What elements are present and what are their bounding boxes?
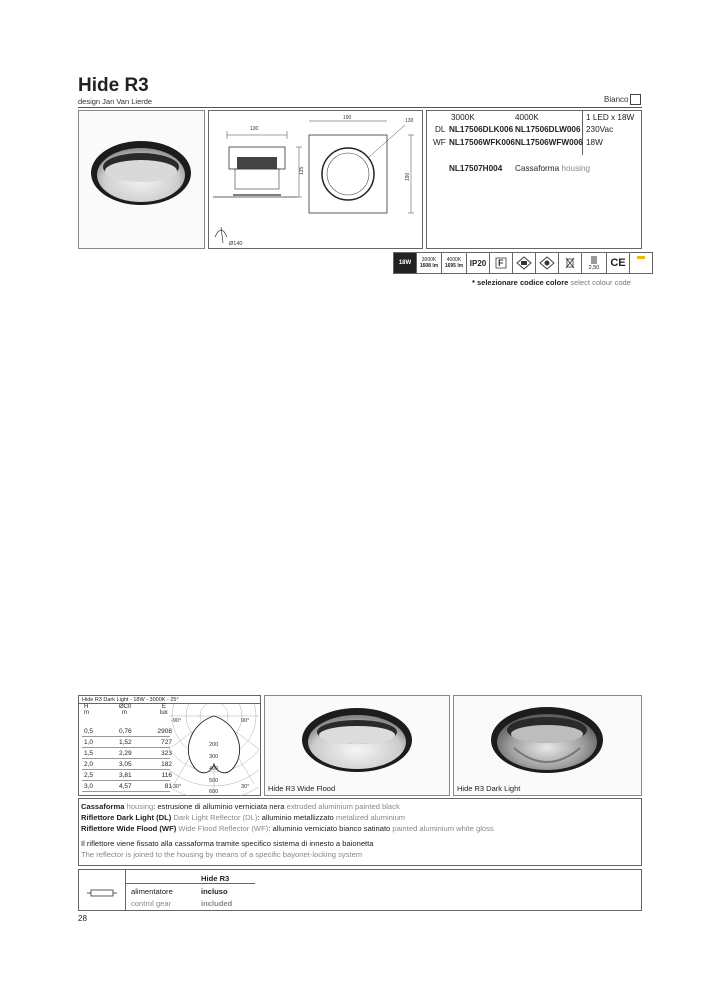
photometry-cell: 1,52 <box>119 739 132 746</box>
col-h: H <box>84 704 89 710</box>
desc-housing-text: : estrusione di alluminio verniciata nera <box>153 802 285 811</box>
lumen-3000-k: 3000K <box>421 257 437 263</box>
lumen-3000-v: 1608 lm <box>419 263 439 269</box>
power-badge: 18W <box>393 252 417 274</box>
ring-300: 300 <box>209 754 219 760</box>
desc-dl-title: Riflettore Dark Light (DL) <box>81 813 172 822</box>
weee-value-icon <box>581 252 607 274</box>
lumen-4000 <box>441 252 467 274</box>
f-mark-icon <box>489 252 513 274</box>
desc-wf-en: Wide Flood Reflector (WF) <box>178 824 269 833</box>
color-selector[interactable] <box>604 94 641 105</box>
gear-divider <box>125 870 126 910</box>
code-wf-4000: NL17506WFW006 <box>515 138 583 147</box>
photo-wide-flood <box>264 695 450 796</box>
desc-housing-text-en: extruded aluminium painted black <box>286 802 400 811</box>
spec-led: 1 LED x 18W <box>586 113 635 122</box>
photometry-row <box>82 749 170 759</box>
desc-dl-en: Dark Light Reflector (DL) <box>173 813 258 822</box>
photometry-cell: 0,5 <box>84 728 94 735</box>
desc-wf-text-en: painted aluminium white gloss <box>392 824 494 833</box>
dim-front-w: 190 <box>343 115 352 121</box>
gear-value-en: included <box>201 899 233 908</box>
code-dl-4000: NL17506DLW006 <box>515 125 581 134</box>
ring-600: 600 <box>209 789 219 795</box>
desc-housing-title: Cassaforma <box>81 802 125 811</box>
recessed-icon <box>512 252 536 274</box>
polar-diagram <box>169 704 259 796</box>
codes-divider <box>582 111 583 155</box>
photometry-cell: 3,05 <box>119 761 132 768</box>
photometry-panel <box>78 695 261 796</box>
product-title: Hide R3 <box>78 75 149 96</box>
photometry-cell: 2,5 <box>84 772 94 779</box>
code-dl-3000: NL17506DLK006 <box>449 125 514 134</box>
gear-label-it: alimentatore <box>131 887 173 896</box>
spec-voltage: 230Vac <box>586 125 614 134</box>
dim-front-h: 190 <box>405 172 411 181</box>
photometry-header: Hide R3 Dark Light - 18W - 3000K - 25° <box>82 697 179 703</box>
photometry-row <box>82 727 170 737</box>
desc-dl-text: : alluminio metallizzato <box>257 813 334 822</box>
photometry-cell: 2908 <box>157 728 172 735</box>
housing-code: NL17507H004 <box>449 164 503 173</box>
product-photo <box>78 110 205 249</box>
angle-r30: 30° <box>241 784 250 790</box>
ce-icon: CE <box>606 252 630 274</box>
photometry-row <box>82 771 170 781</box>
lumen-3000 <box>416 252 442 274</box>
row-wf-label: WF <box>433 138 446 147</box>
lumen-4000-v: 1695 lm <box>444 263 464 269</box>
caption-wide-flood: Hide R3 Wide Flood <box>268 784 336 793</box>
col-h-unit: m <box>84 710 89 716</box>
photometry-cell: 323 <box>161 750 172 757</box>
materials-description <box>78 798 642 866</box>
desc-line-wf <box>81 823 639 834</box>
photometry-cell: 4,57 <box>119 783 132 790</box>
photometry-cell: 182 <box>161 761 172 768</box>
col-e-unit: lux <box>160 710 168 716</box>
photometry-cell: 2,0 <box>84 761 94 768</box>
photometry-cell: 81 <box>164 783 172 790</box>
certification-icons <box>394 252 653 274</box>
col-d-unit: m <box>122 710 127 716</box>
photometry-cell: 2,29 <box>119 750 132 757</box>
photometry-cell: 727 <box>161 739 172 746</box>
technical-drawing <box>208 110 423 249</box>
gear-value-it: incluso <box>201 887 228 896</box>
cutout-dim: Ø140 <box>229 241 243 247</box>
desc-bayonet-it: Il riflettore viene fissato alla cassaforma tramite specifico sistema di innesto a baionetta <box>81 839 374 848</box>
gear-product: Hide R3 <box>201 874 230 883</box>
col-e: E <box>162 704 167 710</box>
color-label: Bianco <box>604 95 629 104</box>
desc-wf-title: Riflettore Wide Flood (WF) <box>81 824 177 833</box>
desc-dl-text-en: metalized aluminium <box>335 813 406 822</box>
photometry-row <box>82 738 170 748</box>
ring-200: 200 <box>209 742 219 748</box>
weee-value: 2,50 <box>588 264 600 271</box>
ring-500: 500 <box>209 778 219 784</box>
photo-dark-light <box>453 695 642 796</box>
select-colour-note <box>472 278 631 287</box>
photometry-cell: 116 <box>161 772 172 779</box>
photometry-cell: 1,0 <box>84 739 94 746</box>
dim-side: 130 <box>405 118 414 124</box>
gear-row-divider <box>125 883 255 884</box>
weee-bin-icon <box>558 252 582 274</box>
caption-dark-light: Hide R3 Dark Light <box>457 784 521 793</box>
angle-r90: 90° <box>241 718 250 724</box>
designer-credit: design Jan Van Lierde <box>78 97 153 106</box>
energy-label-icon <box>629 252 653 274</box>
dim-width: 130 <box>250 126 259 132</box>
order-codes-panel <box>426 110 642 249</box>
desc-bayonet-en: The reflector is joined to the housing by means of a specific bayonet-locking system <box>81 850 363 859</box>
f-mark-text: F <box>498 258 504 268</box>
spec-power: 18W <box>586 138 603 147</box>
ip20-icon: IP20 <box>466 252 490 274</box>
desc-wf-text: : alluminio verniciato bianco satinato <box>268 824 391 833</box>
lumen-4000-k: 4000K <box>446 257 462 263</box>
housing-label-it: Cassaforma <box>515 164 560 173</box>
col-d: ØC0 <box>119 704 132 710</box>
col-3000k: 3000K <box>451 113 475 122</box>
desc-line-housing <box>81 801 639 812</box>
header-divider <box>78 107 642 108</box>
code-wf-3000: NL17506WFK006 <box>449 138 515 147</box>
photometry-row <box>82 760 170 770</box>
row-dl-label: DL <box>435 125 446 134</box>
angle-l90: -90° <box>171 718 182 724</box>
angle-l30: -30° <box>171 784 182 790</box>
col-4000k: 4000K <box>515 113 539 122</box>
select-note-en: select colour code <box>570 278 631 287</box>
page-number: 28 <box>78 914 87 923</box>
control-gear-icon <box>87 888 117 898</box>
photometry-cell: 1,5 <box>84 750 94 757</box>
photometry-cell: 3,81 <box>119 772 132 779</box>
control-gear-panel <box>78 869 642 911</box>
dim-depth: 135 <box>299 166 305 175</box>
select-note-it: * selezionare codice colore <box>472 278 569 287</box>
photometry-cell: 3,0 <box>84 783 94 790</box>
gear-label-en: control gear <box>131 899 172 908</box>
photometry-row <box>82 782 170 792</box>
desc-housing-en: housing <box>126 802 154 811</box>
desc-line-dl <box>81 812 639 823</box>
photometry-cell: 0,76 <box>119 728 132 735</box>
driver-icon <box>535 252 559 274</box>
housing-label-en: housing <box>561 164 591 173</box>
ring-400: 400 <box>209 766 219 772</box>
color-checkbox[interactable] <box>630 94 641 105</box>
